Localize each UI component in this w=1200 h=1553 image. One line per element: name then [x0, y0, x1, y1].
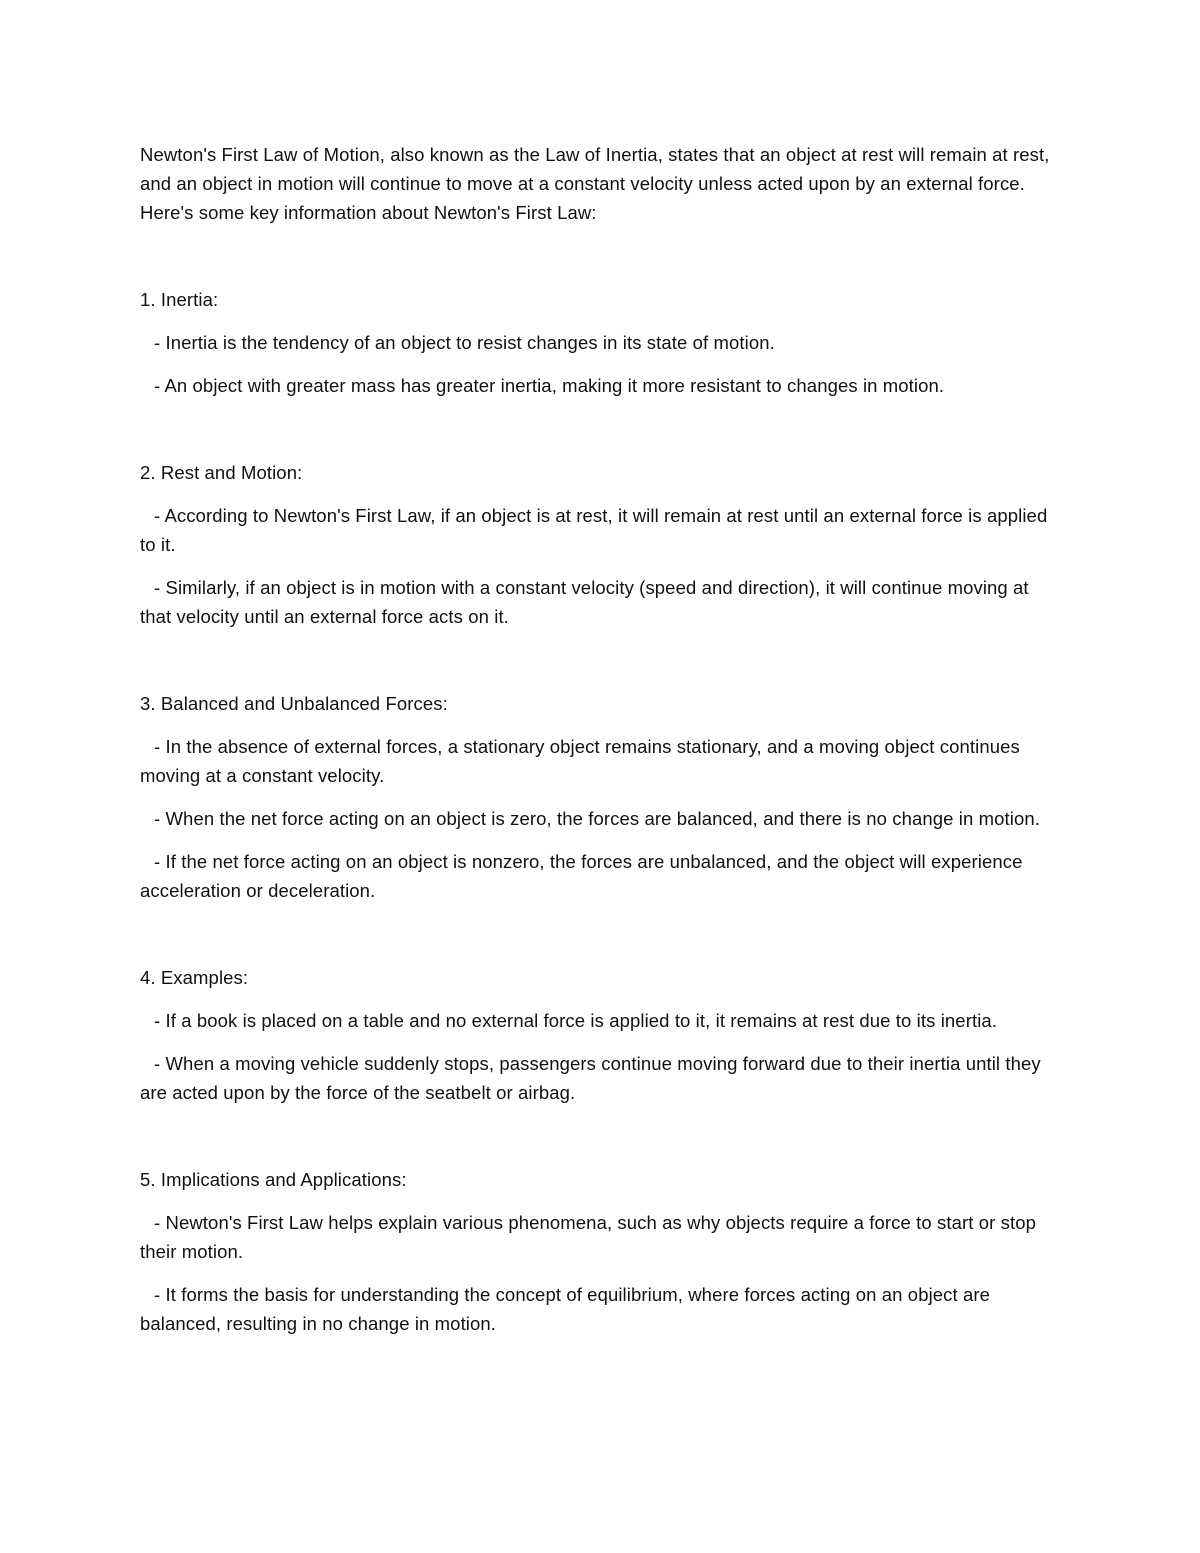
- bullet-item: - It forms the basis for understanding the concept of equilibrium, where forces acting on an object are balanced, resulting in no change in motion.: [140, 1284, 991, 1334]
- bullet-item: - Inertia is the tendency of an object to resist changes in its state of motion.: [154, 332, 775, 353]
- bullet-item: - Similarly, if an object is in motion with a constant velocity (speed and direction), it will continue moving at that velocity until an external force acts on it.: [140, 577, 1029, 627]
- intro-paragraph: Newton's First Law of Motion, also known as the Law of Inertia, states that an object at rest will remain at rest, and an object in motion will continue to move at a constant velocity unless acted upon by an external force. Here's some key information about Newton's First Law:: [140, 144, 1050, 223]
- section-balanced-forces: [140, 689, 1058, 905]
- bullet-item: - When a moving vehicle suddenly stops, passengers continue moving forward due to their inertia until they are acted upon by the force of the seatbelt or airbag.: [140, 1053, 1041, 1103]
- section-implications: [140, 1165, 1058, 1338]
- bullet-item: - According to Newton's First Law, if an object is at rest, it will remain at rest until an external force is applied to it.: [140, 505, 1048, 555]
- section-heading: 2. Rest and Motion:: [140, 462, 303, 483]
- section-inertia: [140, 285, 1058, 400]
- bullet-item: - Newton's First Law helps explain various phenomena, such as why objects require a force to start or stop their motion.: [140, 1212, 1036, 1262]
- bullet-item: - When the net force acting on an object is zero, the forces are balanced, and there is no change in motion.: [154, 808, 1040, 829]
- section-examples: [140, 963, 1058, 1107]
- section-heading: 5. Implications and Applications:: [140, 1169, 407, 1190]
- section-heading: 3. Balanced and Unbalanced Forces:: [140, 693, 448, 714]
- section-heading: 1. Inertia:: [140, 289, 219, 310]
- document-body: [140, 140, 1058, 1338]
- section-heading: 4. Examples:: [140, 967, 249, 988]
- section-rest-and-motion: [140, 458, 1058, 631]
- bullet-item: - An object with greater mass has greater inertia, making it more resistant to changes in motion.: [154, 375, 945, 396]
- bullet-item: - In the absence of external forces, a stationary object remains stationary, and a moving object continues moving at a constant velocity.: [140, 736, 1020, 786]
- bullet-item: - If a book is placed on a table and no external force is applied to it, it remains at rest due to its inertia.: [154, 1010, 998, 1031]
- bullet-item: - If the net force acting on an object is nonzero, the forces are unbalanced, and the object will experience acceleration or deceleration.: [140, 851, 1023, 901]
